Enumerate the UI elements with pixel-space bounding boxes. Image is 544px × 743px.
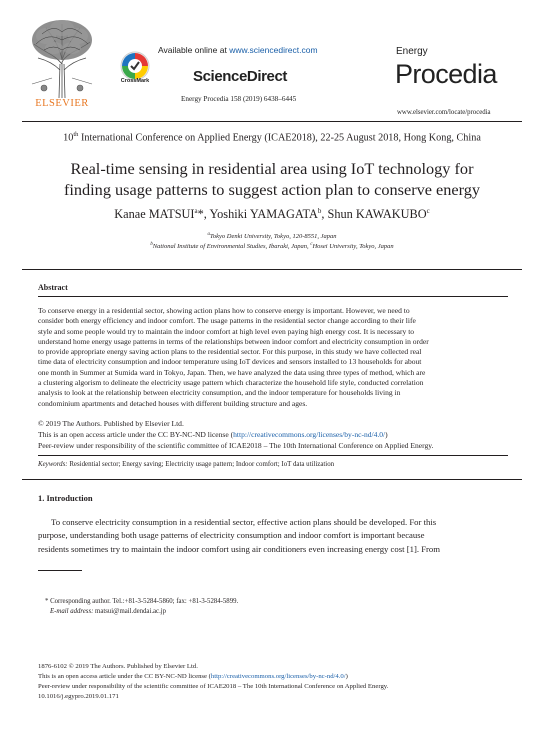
keywords-text: Residential sector; Energy saving; Electricity usage pattern; Indoor comfort; IoT data utilization [67,461,335,468]
sciencedirect-link[interactable]: www.sciencedirect.com [229,45,318,55]
author-name: Kanae MATSUI [114,207,195,222]
paper-title [30,158,514,200]
intro-line: purpose, understanding both usage patterns of electricity consumption and indoor comfort is important because [38,530,425,541]
publisher-logo-text: ELSEVIER [35,98,89,109]
email-line [50,608,166,615]
intro-line: residents sometimes try to maintain the indoor comfort using air conditioners even increasing energy cost [1]. From [38,543,441,554]
available-online-label: Available online at [158,45,227,55]
abstract-line: To conserve energy in a residential sector, showing action plans how to conserve energy is important. However, we need to [38,306,410,315]
abstract-bottom-rule [22,479,522,480]
author-name: Shun KAWAKUBO [327,207,427,222]
conference-ordinal: th [73,131,79,138]
license-line [38,430,388,440]
email-address[interactable]: matsui@mail.dendai.ac.jp [93,608,167,615]
abstract-line: understand home energy usage patterns in terms of the relationships between indoor comfort and electricity consumption in order [38,336,429,346]
journal-url[interactable]: www.elsevier.com/locate/procedia [397,109,491,116]
sciencedirect-wordmark: ScienceDirect [193,68,288,85]
elsevier-tree-logo [24,14,100,98]
author-list [0,207,544,222]
crossmark-label: CrossMark [120,78,150,84]
introduction-body [38,516,508,556]
affiliation-text: Hosei University, Tokyo, Japan [312,243,394,251]
author-sup: a [194,207,198,215]
section-heading: 1. Introduction [38,493,93,503]
copyright-line: © 2019 The Authors. Published by Elsevier Ltd. [38,419,184,428]
peer-review-line: Peer-review under responsibility of the scientific committee of ICAE2018 – The 10th International Conference on Applied Energy. [38,441,434,450]
available-online [158,45,318,55]
author-sep: , [203,207,210,222]
bottom-license-link[interactable]: http://creativecommons.org/licenses/by-nc-nd/4.0/ [210,673,346,680]
abstract-line: time data of electricity consumption and indoor temperature using IoT devices and sensors installed to 13 households for about [38,357,422,367]
affiliation-sup: a [207,232,210,237]
issn-line: 1876-6102 © 2019 The Authors. Published by Elsevier Ltd. [38,663,198,670]
title-line: Real-time sensing in residential area using IoT technology for [70,159,474,178]
journal-logo-energy: Energy [396,46,428,57]
affiliation-text: National Institute of Environmental Studies, Ibaraki, Japan, [152,243,311,251]
bottom-license-line [38,672,348,681]
author-sup: c [426,207,430,215]
abstract-line: one month in Summer at Sumida ward in Tokyo, Japan. Then, we have analyzed the data using three types of method, which are [38,367,426,377]
license-prefix: This is an open access article under the CC BY-NC-ND license ( [38,430,234,439]
keywords-line [38,461,334,468]
abstract-line: to provide appropriate energy saving action plans to the residential sector. For this purpose, in this study we have collected real [38,347,422,357]
affiliation-text: Tokyo Denki University, Tokyo, 120-8551, Japan [209,233,337,241]
abstract-top-rule [22,269,522,270]
affiliation-line [0,232,544,240]
license-suffix: ) [385,430,388,439]
email-label: E-mail address: [50,608,94,615]
abstract-heading: Abstract [38,283,68,292]
header-rule [22,121,522,122]
affiliation-sup: c [310,242,313,247]
abstract-body [38,306,508,409]
affiliation-line [0,242,544,250]
author-name: Yoshiki YAMAGATA [209,207,318,222]
keywords-rule [38,455,508,456]
keywords-label: Keywords: [38,461,68,468]
author-sep: , [321,207,328,222]
journal-logo-procedia: Procedia [395,59,497,89]
author-star: * [197,207,204,222]
corresponding-author-note: * Corresponding author. Tel.:+81-3-5284-5860; fax: +81-3-5284-5899. [45,598,239,605]
abstract-line: condominium apartments and detached houses with different building structure and ages. [38,398,308,408]
affiliation-sup: b [150,242,153,247]
bottom-peer-review-line: Peer-review under responsibility of the scientific committee of ICAE2018 – The 10th International Conference on Applied Energy. [38,683,389,690]
abstract-line: a clustering algorism to delineate the electricity usage pattern which characterize the household life style, conducted correlation [38,378,424,388]
bottom-license-prefix: This is an open access article under the CC BY-NC-ND license ( [38,673,211,680]
author-sup: b [317,207,322,215]
abstract-line: style and some people would try to maintain the indoor comfort at high level even paying high energy cost. It is necessary to [38,326,415,336]
footnote-rule [38,570,82,571]
bottom-license-suffix: ) [345,673,348,680]
conference-number: 10 [63,132,74,144]
doi-line[interactable]: 10.1016/j.egypro.2019.01.171 [38,693,119,700]
abstract-line: consider both energy efficiency and indoor comfort. The usage patterns in the residential sector change according to their life [38,316,416,326]
abstract-line: analysis to look at the relationship between electricity consumption, and the indoor temperature for households living in [38,388,401,398]
conference-rest: International Conference on Applied Energy (ICAE2018), 22-25 August 2018, Hong Kong, China [78,132,481,144]
conference-line [0,131,544,143]
title-line: finding usage patterns to suggest action plan to conserve energy [63,180,481,199]
intro-line: To conserve electricity consumption in a residential sector, effective action plans should be developed. For this [51,517,437,527]
abstract-heading-rule [38,296,508,297]
journal-citation: Energy Procedia 158 (2019) 6438–6445 [181,95,297,103]
license-link[interactable]: http://creativecommons.org/licenses/by-nc-nd/4.0/ [233,430,386,439]
